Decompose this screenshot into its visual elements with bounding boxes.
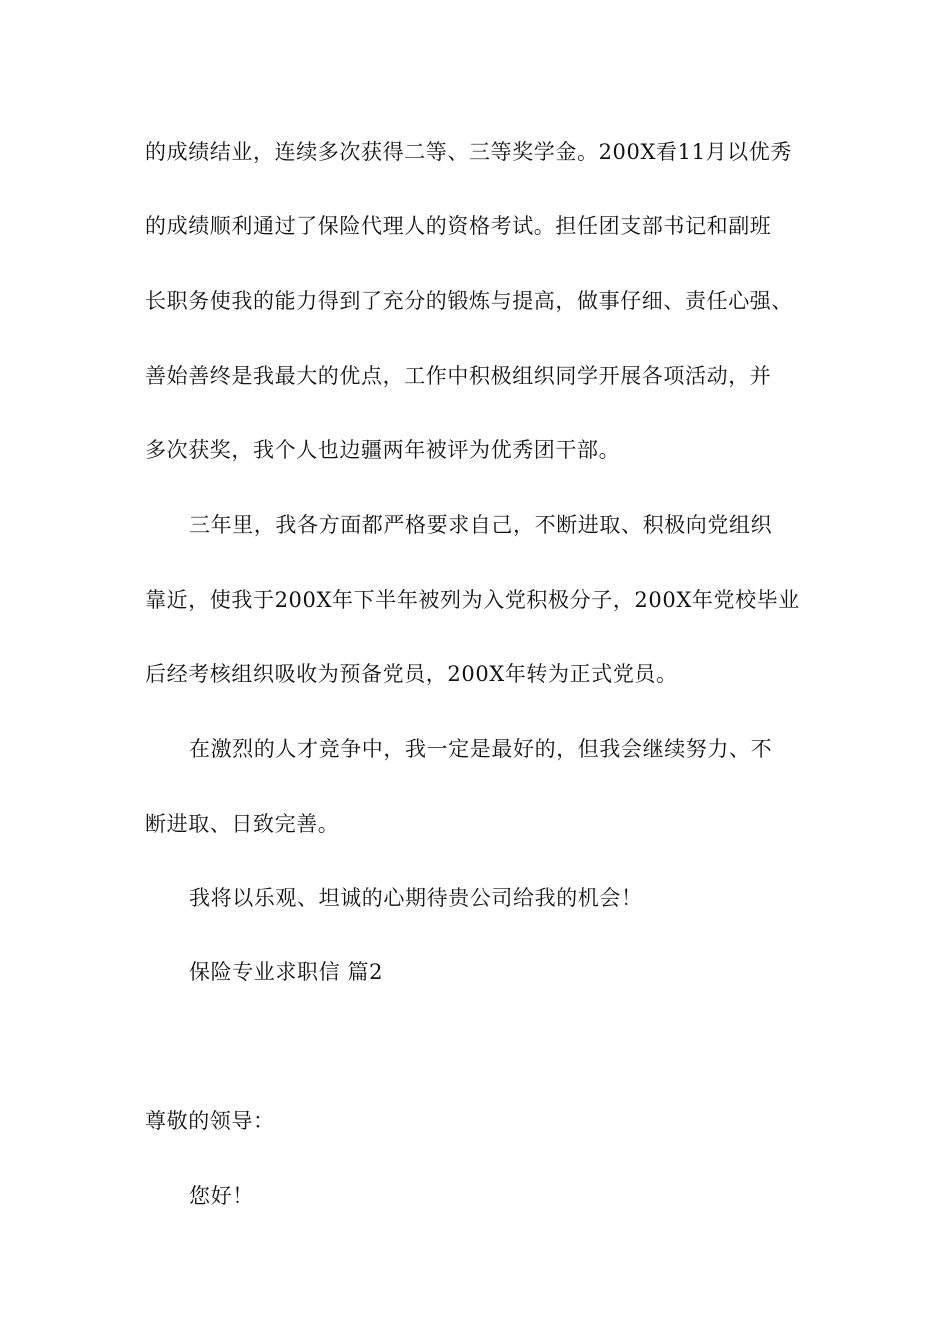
section-heading: 保险专业求职信 篇2 [189, 960, 384, 984]
paragraph-line: 长职务使我的能力得到了充分的锻炼与提高，做事仔细、责任心强、 [145, 289, 793, 313]
paragraph-line: 靠近，使我于200X年下半年被列为入党积极分子，200X年党校毕业 [145, 588, 800, 612]
salutation: 尊敬的领导： [145, 1109, 275, 1133]
paragraph-line: 的成绩结业，连续多次获得二等、三等奖学金。200X看11月以优秀 [145, 140, 792, 164]
paragraph-line: 后经考核组织吸收为预备党员，200X年转为正式党员。 [145, 662, 678, 686]
paragraph-line: 的成绩顺利通过了保险代理人的资格考试。担任团支部书记和副班 [145, 214, 772, 238]
paragraph-line: 断进取、日致完善。 [145, 812, 340, 836]
paragraph-line: 三年里，我各方面都严格要求自己，不断进取、积极向党组织 [189, 513, 773, 537]
paragraph-line: 多次获奖，我个人也边疆两年被评为优秀团干部。 [145, 438, 621, 462]
paragraph-line: 在激烈的人才竞争中，我一定是最好的，但我会继续努力、不 [189, 737, 773, 761]
greeting: 您好！ [189, 1184, 254, 1208]
paragraph-line: 我将以乐观、坦诚的心期待贵公司给我的机会！ [189, 886, 643, 910]
paragraph-line: 善始善终是我最大的优点，工作中积极组织同学开展各项活动，并 [145, 364, 772, 388]
